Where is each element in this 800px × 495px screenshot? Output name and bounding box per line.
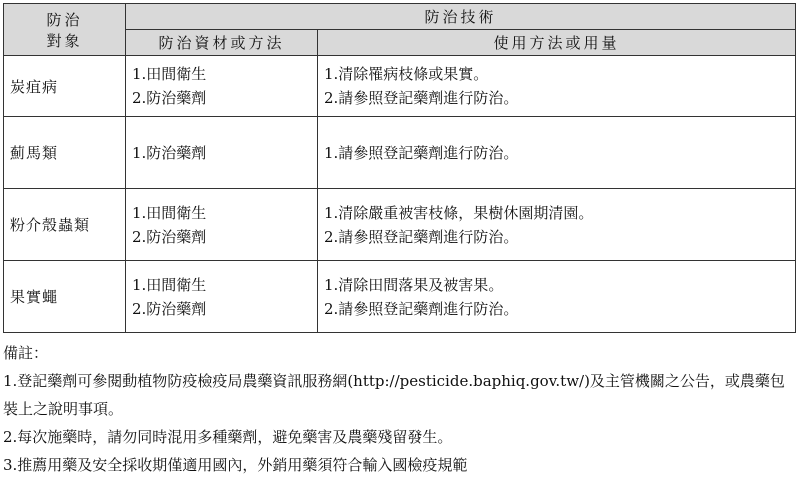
- note-item: 1.登記藥劑可參閱動植物防疫檢疫局農藥資訊服務網(http://pesticide.baphiq.gov.tw/)及主管機關之公告，或農藥包裝上之說明事項。: [3, 372, 785, 418]
- table-row: [4, 261, 796, 333]
- document-page: [3, 3, 795, 479]
- usage-cell: [318, 56, 796, 117]
- usage-line: 1.請參照登記藥劑進行防治。: [324, 143, 519, 162]
- header-usage: 使用方法或用量: [318, 30, 796, 56]
- table-row: [4, 56, 796, 117]
- material-line: 1.防治藥劑: [132, 143, 207, 162]
- header-material: 防治資材或方法: [126, 30, 318, 56]
- notes-section: [3, 339, 795, 479]
- header-row: [4, 4, 796, 30]
- target-cell: 果實蠅: [4, 261, 126, 333]
- material-cell: [126, 56, 318, 117]
- target-cell: 薊馬類: [4, 117, 126, 189]
- usage-line: 2.請參照登記藥劑進行防治。: [324, 227, 519, 246]
- note-item: 3.推薦用藥及安全採收期僅適用國內，外銷用藥須符合輸入國檢疫規範: [3, 456, 468, 474]
- material-line: 2.防治藥劑: [132, 227, 207, 246]
- table-row: [4, 117, 796, 189]
- note-item: 2.每次施藥時，請勿同時混用多種藥劑，避免藥害及農藥殘留發生。: [3, 428, 453, 446]
- usage-line: 2.請參照登記藥劑進行防治。: [324, 299, 519, 318]
- header-technique: 防治技術: [126, 4, 796, 30]
- usage-line: 2.請參照登記藥劑進行防治。: [324, 89, 519, 107]
- material-line: 1.田間衛生: [132, 203, 207, 222]
- target-cell: 粉介殼蟲類: [4, 189, 126, 261]
- table-row: [4, 189, 796, 261]
- usage-cell: [318, 261, 796, 333]
- material-line: 1.田間衛生: [132, 275, 207, 294]
- usage-cell: [318, 189, 796, 261]
- header-target: 防治 對象: [4, 4, 126, 56]
- material-line: 2.防治藥劑: [132, 89, 207, 107]
- target-cell: 炭疽病: [4, 56, 126, 117]
- pest-control-table: [3, 3, 796, 333]
- material-cell: [126, 189, 318, 261]
- material-cell: [126, 261, 318, 333]
- usage-line: 1.清除田間落果及被害果。: [324, 275, 504, 294]
- notes-title: 備註：: [3, 344, 49, 362]
- usage-cell: [318, 117, 796, 189]
- material-cell: [126, 117, 318, 189]
- material-line: 1.田間衛生: [132, 65, 207, 83]
- material-line: 2.防治藥劑: [132, 299, 207, 318]
- usage-line: 1.清除罹病枝條或果實。: [324, 65, 489, 83]
- usage-line: 1.清除嚴重被害枝條，果樹休園期清園。: [324, 203, 594, 222]
